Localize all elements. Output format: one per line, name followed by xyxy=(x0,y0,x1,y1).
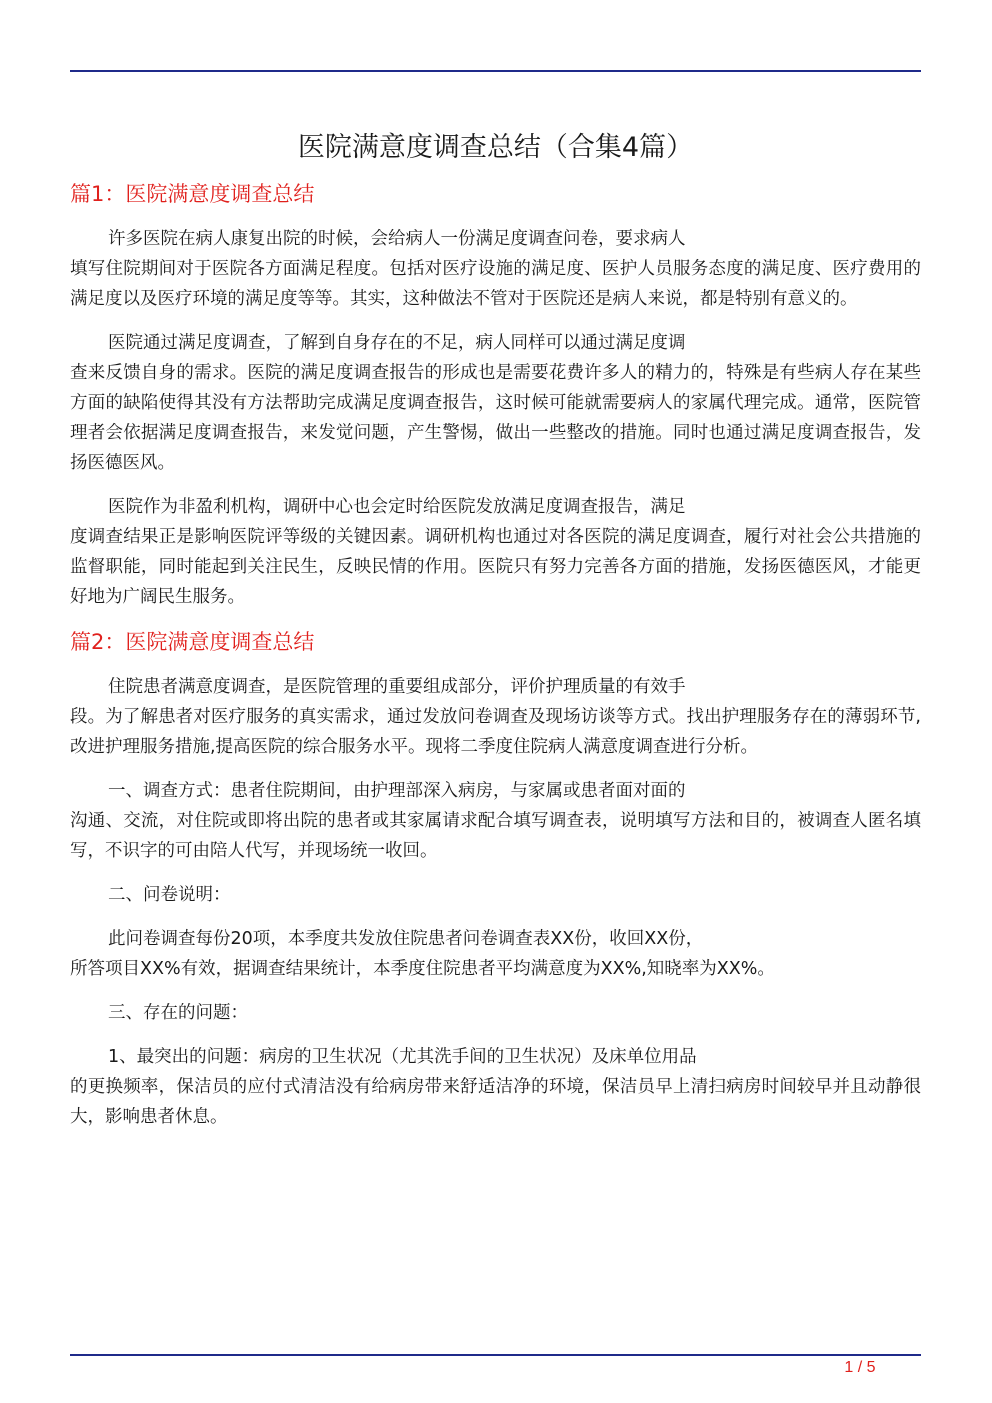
paragraph-first-line: 医院通过满足度调查，了解到自身存在的不足，病人同样可以通过满足度调 xyxy=(108,333,686,353)
paragraph xyxy=(70,924,921,984)
paragraph xyxy=(70,998,921,1028)
document-title: 医院满意度调查总结（合集4篇） xyxy=(297,132,694,163)
paragraph-first-line: 住院患者满意度调查，是医院管理的重要组成部分，评价护理质量的有效手 xyxy=(108,677,686,697)
paragraph-body: 度调查结果正是影响医院评等级的关键因素。调研机构也通过对各医院的满足度调查，履行对社会公共措施的监督职能，同时能起到关注民生，反映民情的作用。医院只有努力完善各方面的措施，发扬医德医风，才能更好地为广阔民生服务。 xyxy=(70,527,921,607)
paragraph xyxy=(70,492,921,612)
section-heading-1: 篇1：医院满意度调查总结 xyxy=(70,182,315,206)
paragraph xyxy=(70,880,921,910)
paragraph xyxy=(70,672,921,762)
page-number: 1 / 5 xyxy=(844,1359,876,1376)
paragraph-body: 的更换频率，保洁员的应付式清洁没有给病房带来舒适洁净的环境，保洁员早上清扫病房时间较早并且动静很大，影响患者休息。 xyxy=(70,1077,921,1127)
paragraph-first-line: 1、最突出的问题：病房的卫生状况（尤其洗手间的卫生状况）及床单位用品 xyxy=(108,1047,697,1067)
paragraph-body: 沟通、交流，对住院或即将出院的患者或其家属请求配合填写调查表，说明填写方法和目的，被调查人匿名填写，不识字的可由陪人代写，并现场统一收回。 xyxy=(70,811,921,861)
paragraph-first-line: 三、存在的问题： xyxy=(108,1003,248,1023)
paragraph-first-line: 一、调查方式：患者住院期间，由护理部深入病房，与家属或患者面对面的 xyxy=(108,781,686,801)
paragraph-first-line: 二、问卷说明： xyxy=(108,885,231,905)
footer-rule xyxy=(70,1354,921,1356)
paragraph-body: 所答项目XX%有效，据调查结果统计，本季度住院患者平均满意度为XX%,知晓率为XX%。 xyxy=(70,959,775,979)
paragraph-first-line: 许多医院在病人康复出院的时候，会给病人一份满足度调查问卷，要求病人 xyxy=(108,229,686,249)
paragraph-first-line: 此问卷调查每份20项，本季度共发放住院患者问卷调查表XX份，收回XX份， xyxy=(108,929,704,949)
header-rule xyxy=(70,70,921,72)
document-body xyxy=(70,128,921,1146)
paragraph xyxy=(70,776,921,866)
paragraph xyxy=(70,328,921,478)
paragraph-body: 填写住院期间对于医院各方面满足程度。包括对医疗设施的满足度、医护人员服务态度的满足度、医疗费用的满足度以及医疗环境的满足度等等。其实，这种做法不管对于医院还是病人来说，都是特别有意义的。 xyxy=(70,259,921,309)
paragraph xyxy=(70,1042,921,1132)
section-heading-2: 篇2：医院满意度调查总结 xyxy=(70,630,315,654)
paragraph-body: 查来反馈自身的需求。医院的满足度调查报告的形成也是需要花费许多人的精力的，特殊是有些病人存在某些方面的缺陷使得其没有方法帮助完成满足度调查报告，这时候可能就需要病人的家属代理完成。通常，医院管理者会依据满足度调查报告，来发觉问题，产生警惕，做出一些整改的措施。同时也通过满足度调查报告，发扬医德医风。 xyxy=(70,363,921,473)
paragraph-body: 段。为了解患者对医疗服务的真实需求，通过发放问卷调查及现场访谈等方式。找出护理服务存在的薄弱环节,改进护理服务措施,提高医院的综合服务水平。现将二季度住院病人满意度调查进行分析。 xyxy=(70,707,921,757)
paragraph-first-line: 医院作为非盈利机构，调研中心也会定时给医院发放满足度调查报告，满足 xyxy=(108,497,686,517)
paragraph xyxy=(70,224,921,314)
